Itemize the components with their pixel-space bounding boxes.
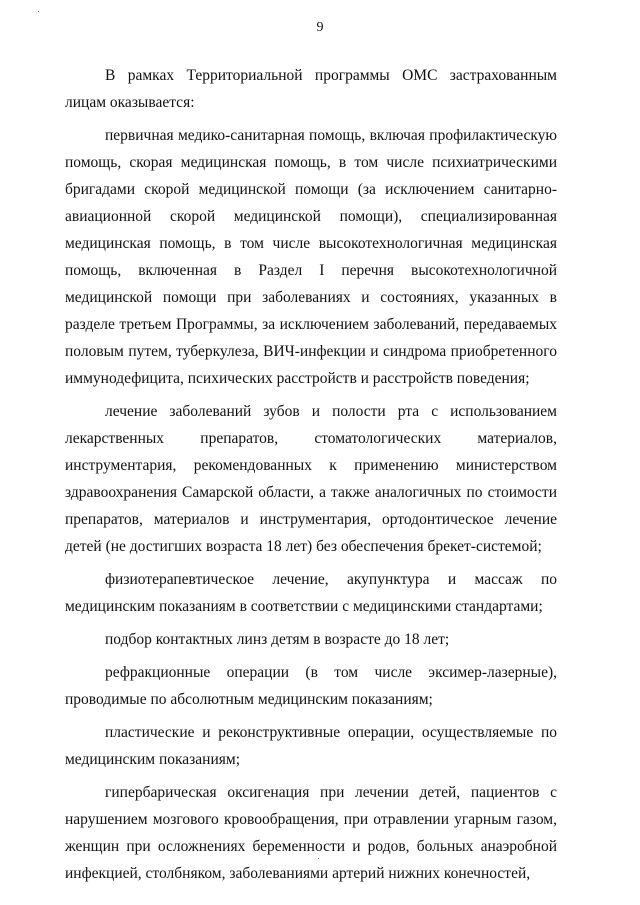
paragraph-refractive-surgery: рефракционные операции (в том числе эксимер-лазерные), проводимые по абсолютным медицинским показаниям; xyxy=(65,664,557,708)
scan-speck xyxy=(318,858,319,859)
paragraph-intro: В рамках Территориальной программы ОМС застрахованным лицам оказывается: xyxy=(65,67,557,111)
paragraph-hyperbaric-oxygenation: гипербарическая оксигенация при лечении детей, пациентов с нарушением мозгового кровообращения, при отравлении угарным газом, женщин при осложнениях беременности и родов, больных анаэробной инфекцией, столбняком, заболеваниями артерий нижних конечностей, xyxy=(65,784,557,882)
paragraph-primary-care: первичная медико-санитарная помощь, включая профилактическую помощь, скорая медицинская помощь, в том числе психиатрическими бригадами скорой медицинской помощи (за исключением санитарно-авиационной скорой медицинской помощи), специализированная медицинская помощь, в том числе высокотехнологичная медицинская помощь, включенная в Раздел I перечня высокотехнологичной медицинской помощи при заболеваниях и состояниях, указанных в разделе третьем Программы, за исключением заболеваний, передаваемых половым путем, туберкулеза, ВИЧ-инфекции и синдрома приобретенного иммунодефицита, психических расстройств и расстройств поведения; xyxy=(65,127,557,387)
paragraph-plastic-surgery: пластические и реконструктивные операции, осуществляемые по медицинским показаниям; xyxy=(65,724,557,768)
paragraph-contact-lenses: подбор контактных линз детям в возрасте до 18 лет; xyxy=(105,631,450,648)
paragraph-dental-treatment: лечение заболеваний зубов и полости рта с использованием лекарственных препаратов, стоматологических материалов, инструментария, рекомендованных к применению министерством здравоохранения Самарской области, а также аналогичных по стоимости препаратов, материалов и инструментария, ортодонтическое лечение детей (не достигших возраста 18 лет) без обеспечения брекет-системой; xyxy=(65,403,557,555)
page-number: 9 xyxy=(316,20,324,35)
scan-speck xyxy=(38,11,39,12)
document-body xyxy=(65,62,557,887)
paragraph-physiotherapy: физиотерапевтическое лечение, акупунктура и массаж по медицинским показаниям в соответствии с медицинскими стандартами; xyxy=(65,571,557,615)
